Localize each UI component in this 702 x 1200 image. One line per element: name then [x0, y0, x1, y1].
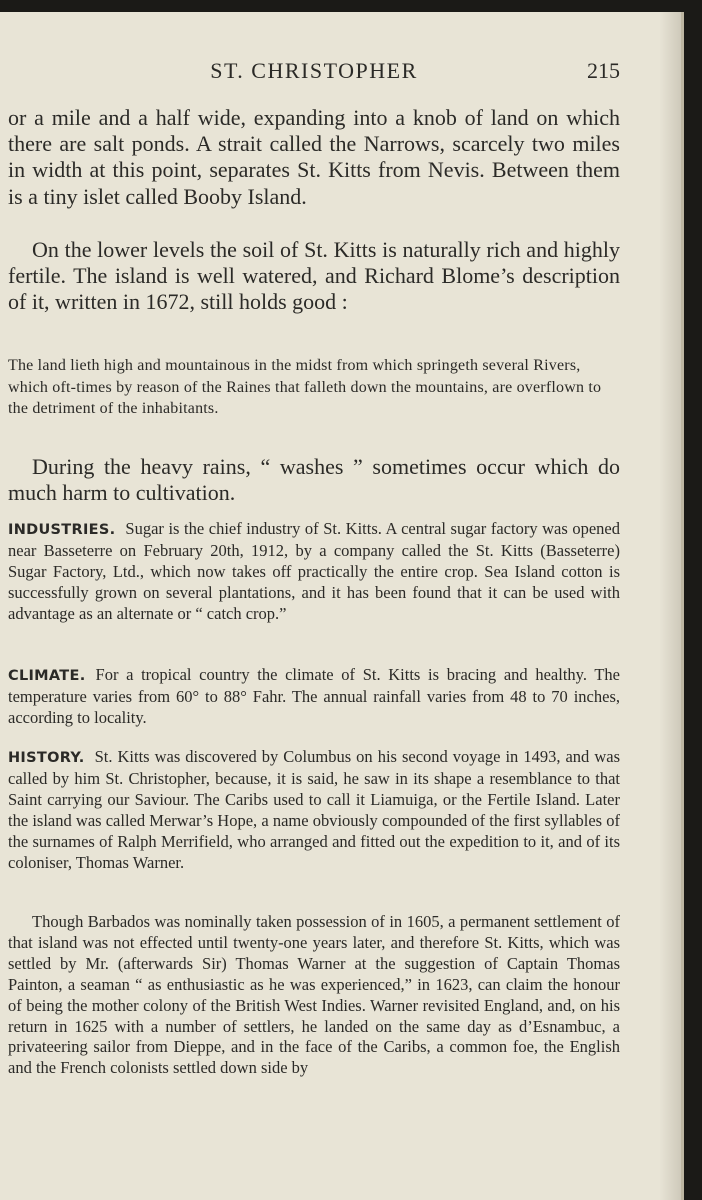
- page-number: 215: [587, 58, 620, 83]
- climate-text: For a tropical country the climate of St. Kitts is bracing and healthy. The temperature varies from 60° to 88° Fahr. The annual rainfall varies from 48 to 70 inches, according to locality.: [8, 665, 620, 727]
- book-page: [0, 12, 684, 1200]
- industries-text: Sugar is the chief industry of St. Kitts. A central sugar factory was opened near Basseterre on February 20th, 1912, by a company called the St. Kitts (Basseterre) Sugar Factory, Ltd., which now takes off practically the entire crop. Sea Island cotton is successfully grown on several plantations, and it has been found that it can be used with advantage as an alternate or “ catch crop.”: [8, 519, 620, 623]
- blome-quotation: The land lieth high and mountainous in the midst from which springeth several Rivers, which oft-times by reason of the Raines that falleth down the mountains, are overflown to the detriment of the inhabitants.: [8, 357, 602, 417]
- page-edge-shadow: [659, 12, 681, 1200]
- paragraph-washes: During the heavy rains, “ washes ” sometimes occur which do much harm to cultivation.: [8, 454, 620, 506]
- paragraph-soil: On the lower levels the soil of St. Kitts is naturally rich and highly fertile. The island is well watered, and Richard Blome’s description of it, written in 1672, still holds good :: [8, 237, 620, 315]
- history-heading: HISTORY.: [8, 750, 85, 766]
- section-history: [8, 747, 620, 873]
- paragraph-narrows: or a mile and a half wide, expanding into a knob of land on which there are salt ponds. A strait called the Narrows, scarcely two miles in width at this point, separates St. Kitts from Nevis. Between them is a tiny islet called Booby Island.: [8, 105, 620, 209]
- climate-heading: CLIMATE.: [8, 668, 86, 684]
- section-industries: [8, 519, 620, 625]
- page-header: [8, 58, 620, 88]
- running-title: ST. CHRISTOPHER: [210, 58, 418, 83]
- industries-heading: INDUSTRIES.: [8, 522, 116, 538]
- section-climate: [8, 665, 620, 729]
- paragraph-barbados: Though Barbados was nominally taken possession of in 1605, a permanent settlement of that island was not effected until twenty-one years later, and therefore St. Kitts, which was settled by Mr. (afterwards Sir) Thomas Warner at the suggestion of Captain Thomas Painton, a seaman “ as enthusiastic as he was experienced,” in 1623, can claim the honour of being the mother colony of the British West Indies. Warner revisited England, and, on his return in 1625 with a number of settlers, he landed on the same day as d’Esnambuc, a privateering sailor from Dieppe, and in the face of the Caribs, a common foe, the English and the French colonists settled down side by: [8, 912, 620, 1078]
- history-text: St. Kitts was discovered by Columbus on his second voyage in 1493, and was called by him St. Christopher, because, it is said, he saw in its shape a resemblance to that Saint carrying our Saviour. The Caribs used to call it Liamuiga, or the Fertile Island. Later the island was called Merwar’s Hope, a name obviously compounded of the first syllables of the surnames of Ralph Merrifield, who arranged and fitted out the expedition to it, and of its coloniser, Thomas Warner.: [8, 747, 620, 872]
